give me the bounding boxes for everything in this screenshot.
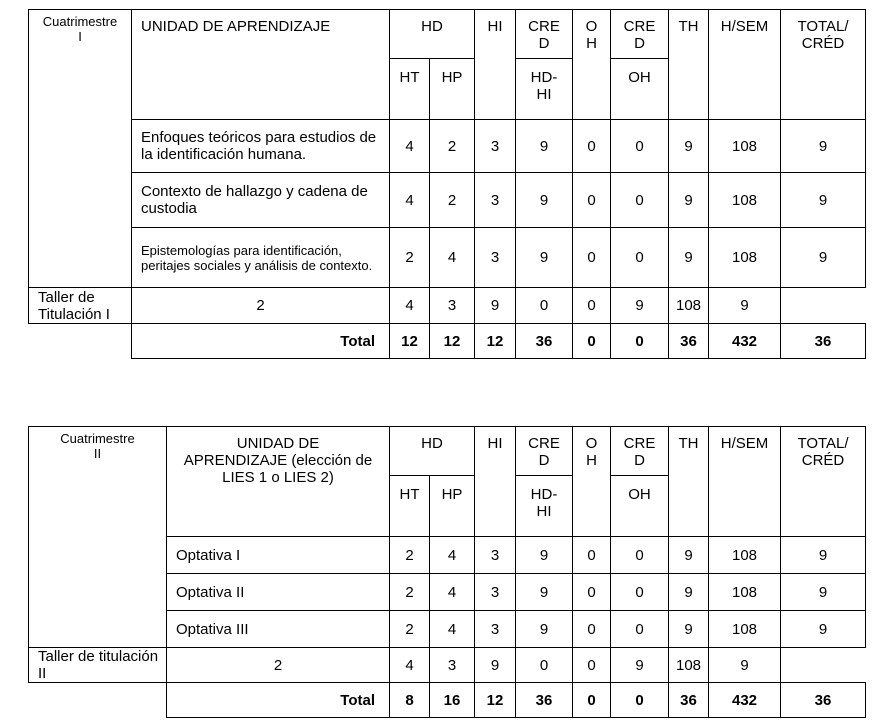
th-cell: 9 — [669, 574, 709, 611]
cred-cell: 9 — [475, 288, 516, 324]
total-cred-header: TOTAL/ CRÉD — [781, 10, 866, 120]
oh-cell: 0 — [573, 173, 611, 228]
hsem-header: H/SEM — [709, 10, 781, 120]
th-cell: 9 — [611, 288, 669, 324]
cred-cell: 9 — [516, 228, 573, 288]
oh-cell: 0 — [573, 611, 611, 648]
hp-cell: 4 — [390, 288, 430, 324]
hp-cell: 4 — [430, 611, 475, 648]
hp-total: 16 — [430, 683, 475, 718]
total-cell: 9 — [709, 288, 781, 324]
th-cell: 9 — [669, 173, 709, 228]
cred-total: 36 — [516, 683, 573, 718]
hp-cell: 2 — [430, 120, 475, 173]
hi-cell: 3 — [475, 611, 516, 648]
hi-cell: 3 — [430, 648, 475, 683]
hp-cell: 4 — [430, 574, 475, 611]
ht-total: 12 — [390, 324, 430, 359]
table-row — [29, 648, 866, 683]
cred-oh-cell: 0 — [573, 648, 611, 683]
hsem-total: 432 — [709, 683, 781, 718]
cred-oh-total: 0 — [611, 683, 669, 718]
total-label: Total — [167, 683, 390, 718]
grand-total: 36 — [781, 324, 866, 359]
cred-cell: 9 — [516, 173, 573, 228]
hd-header: HD — [390, 10, 475, 59]
oh-cell: 0 — [573, 537, 611, 574]
hsem-cell: 108 — [709, 228, 781, 288]
cred-cell: 9 — [516, 574, 573, 611]
th-cell: 9 — [669, 537, 709, 574]
unit-header: UNIDAD DE APRENDIZAJE (elección de LIES 1 o LIES 2) — [167, 427, 390, 537]
th-header: TH — [669, 10, 709, 120]
cred-total: 36 — [516, 324, 573, 359]
ht-cell: 2 — [390, 574, 430, 611]
cred-oh-total: 0 — [611, 324, 669, 359]
hi-header: HI — [475, 10, 516, 120]
oh-sub-header: OH — [611, 476, 669, 537]
hsem-cell: 108 — [709, 173, 781, 228]
hsem-header: H/SEM — [709, 427, 781, 537]
hi-total: 12 — [475, 324, 516, 359]
cuatrimestre-label: Cuatrimestre I — [29, 10, 132, 288]
table-row — [29, 120, 866, 173]
cred-oh-cell: 0 — [611, 120, 669, 173]
cred-oh-cell: 0 — [611, 611, 669, 648]
curriculum-table-1 — [28, 9, 866, 359]
curriculum-table-2 — [28, 426, 866, 718]
oh-cell: 0 — [573, 574, 611, 611]
cuatrimestre-label: Cuatrimestre II — [29, 427, 167, 648]
total-cred-header: TOTAL/ CRÉD — [781, 427, 866, 537]
ht-cell: 2 — [390, 228, 430, 288]
table-row — [29, 228, 866, 288]
th-total: 36 — [669, 324, 709, 359]
oh-cell: 0 — [573, 228, 611, 288]
oh-total: 0 — [573, 324, 611, 359]
oh-header: O H — [573, 427, 611, 537]
hsem-total: 432 — [709, 324, 781, 359]
hp-total: 12 — [430, 324, 475, 359]
hsem-cell: 108 — [709, 611, 781, 648]
oh-cell: 0 — [516, 648, 573, 683]
unit-name: Epistemologías para identificación, peritajes sociales y análisis de contexto. — [132, 228, 390, 288]
hsem-cell: 108 — [709, 120, 781, 173]
total-cell: 9 — [781, 228, 866, 288]
ht-cell: 2 — [132, 288, 390, 324]
total-cell: 9 — [781, 120, 866, 173]
cred-oh-cell: 0 — [611, 574, 669, 611]
cred-oh-header: CRE D — [611, 427, 669, 476]
total-cell: 9 — [709, 648, 781, 683]
hp-cell: 4 — [430, 228, 475, 288]
unit-name: Enfoques teóricos para estudios de la identificación humana. — [132, 120, 390, 173]
hsem-cell: 108 — [669, 288, 709, 324]
th-cell: 9 — [669, 611, 709, 648]
cred-oh-cell: 0 — [573, 288, 611, 324]
hp-cell: 2 — [430, 173, 475, 228]
hp-header: HP — [430, 59, 475, 120]
ht-cell: 2 — [390, 537, 430, 574]
hi-cell: 3 — [475, 574, 516, 611]
ht-cell: 4 — [390, 120, 430, 173]
cred-oh-cell: 0 — [611, 537, 669, 574]
unit-name: Optativa III — [167, 611, 390, 648]
cred-oh-cell: 0 — [611, 228, 669, 288]
oh-total: 0 — [573, 683, 611, 718]
cred-header: CRE D — [516, 10, 573, 59]
total-cell: 9 — [781, 537, 866, 574]
total-label: Total — [132, 324, 390, 359]
hd-hi-header: HD- HI — [516, 476, 573, 537]
oh-cell: 0 — [516, 288, 573, 324]
ht-header: HT — [390, 476, 430, 537]
unit-name: Optativa II — [167, 574, 390, 611]
oh-header: O H — [573, 10, 611, 120]
cred-cell: 9 — [516, 537, 573, 574]
th-header: TH — [669, 427, 709, 537]
total-cell: 9 — [781, 574, 866, 611]
unit-name: Taller de Titulación I — [29, 288, 132, 324]
ht-cell: 2 — [390, 611, 430, 648]
cred-header: CRE D — [516, 427, 573, 476]
cred-cell: 9 — [475, 648, 516, 683]
total-cell: 9 — [781, 173, 866, 228]
table-row — [29, 288, 866, 324]
hd-hi-header: HD- HI — [516, 59, 573, 120]
th-cell: 9 — [669, 228, 709, 288]
cred-cell: 9 — [516, 611, 573, 648]
hi-total: 12 — [475, 683, 516, 718]
hi-cell: 3 — [475, 228, 516, 288]
hp-cell: 4 — [430, 537, 475, 574]
unit-header: UNIDAD DE APRENDIZAJE — [132, 10, 390, 120]
hp-cell: 4 — [390, 648, 430, 683]
total-row — [29, 324, 866, 359]
total-cell: 9 — [781, 611, 866, 648]
unit-name: Taller de titulación II — [29, 648, 167, 683]
hsem-cell: 108 — [669, 648, 709, 683]
th-total: 36 — [669, 683, 709, 718]
cred-cell: 9 — [516, 120, 573, 173]
ht-cell: 4 — [390, 173, 430, 228]
hsem-cell: 108 — [709, 574, 781, 611]
hi-cell: 3 — [475, 537, 516, 574]
hi-cell: 3 — [430, 288, 475, 324]
unit-name: Optativa I — [167, 537, 390, 574]
cred-oh-cell: 0 — [611, 173, 669, 228]
oh-sub-header: OH — [611, 59, 669, 120]
th-cell: 9 — [611, 648, 669, 683]
grand-total: 36 — [781, 683, 866, 718]
table-row — [29, 173, 866, 228]
hp-header: HP — [430, 476, 475, 537]
hd-header: HD — [390, 427, 475, 476]
hi-cell: 3 — [475, 120, 516, 173]
th-cell: 9 — [669, 120, 709, 173]
oh-cell: 0 — [573, 120, 611, 173]
ht-total: 8 — [390, 683, 430, 718]
unit-name: Contexto de hallazgo y cadena de custodia — [132, 173, 390, 228]
ht-header: HT — [390, 59, 430, 120]
hi-header: HI — [475, 427, 516, 537]
total-row — [29, 683, 866, 718]
cred-oh-header: CRE D — [611, 10, 669, 59]
hi-cell: 3 — [475, 173, 516, 228]
ht-cell: 2 — [167, 648, 390, 683]
hsem-cell: 108 — [709, 537, 781, 574]
